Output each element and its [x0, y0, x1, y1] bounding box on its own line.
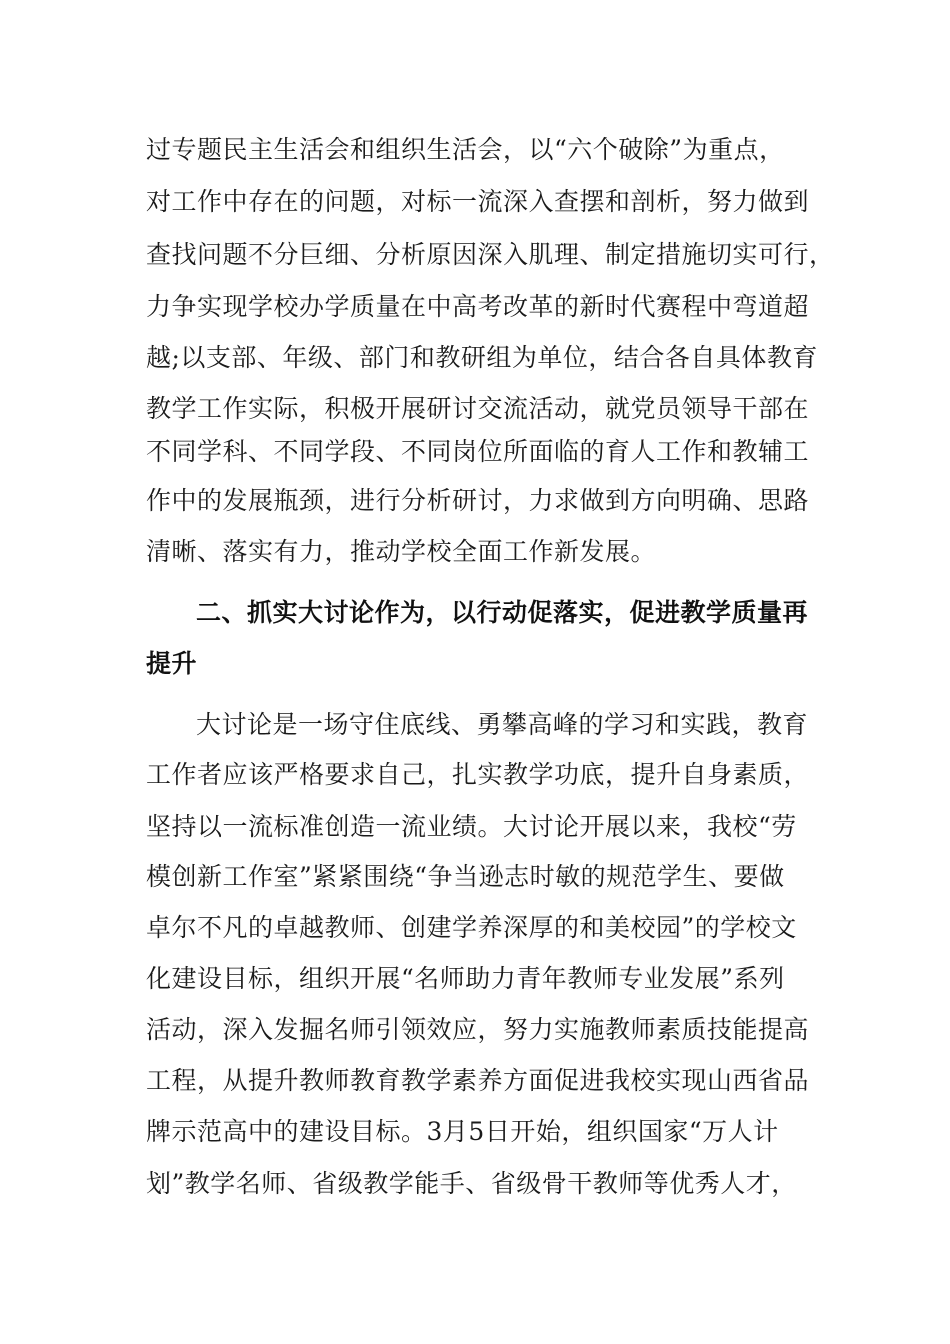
para2-line: 坚持以一流标准创造一流业绩。大讨论开展以来，我校“劳 [146, 812, 797, 841]
para2-line: 大讨论是一场守住底线、勇攀高峰的学习和实践，教育 [196, 710, 809, 739]
para1-line: 查找问题不分巨细、分析原因深入肌理、制定措施切实可行， [146, 240, 835, 269]
para1-line: 清晰、落实有力，推动学校全面工作新发展。 [146, 537, 657, 566]
para1-line: 越;以支部、年级、部门和教研组为单位，结合各自具体教育 [146, 343, 818, 372]
para2-line: 工作者应该严格要求自己，扎实教学功底，提升自身素质， [146, 760, 810, 789]
section-heading: 二、抓实大讨论作为，以行动促落实，促进教学质量再 [196, 598, 809, 627]
para2-line: 工程，从提升教师教育教学素养方面促进我校实现山西省品 [146, 1066, 810, 1095]
para2-line: 划”教学名师、省级教学能手、省级骨干教师等优秀人才， [146, 1169, 797, 1198]
para2-line: 模创新工作室”紧紧围绕“争当逊志时敏的规范学生、要做 [146, 862, 785, 891]
para2-line: 卓尔不凡的卓越教师、创建学养深厚的和美校园”的学校文 [146, 913, 797, 942]
para1-line: 作中的发展瓶颈，进行分析研讨，力求做到方向明确、思路 [146, 486, 810, 515]
para2-line: 活动，深入发掘名师引领效应，努力实施教师素质技能提高 [146, 1015, 810, 1044]
section-heading-continued: 提升 [146, 649, 198, 678]
para1-line: 对工作中存在的问题，对标一流深入查摆和剖析，努力做到 [146, 187, 810, 216]
para2-line: 化建设目标，组织开展“名师助力青年教师专业发展”系列 [146, 964, 785, 993]
para1-line: 力争实现学校办学质量在中高考改革的新时代赛程中弯道超 [146, 292, 810, 321]
para2-line: 牌示范高中的建设目标。3月5日开始，组织国家“万人计 [146, 1117, 779, 1146]
para1-line: 教学工作实际，积极开展研讨交流活动，就党员领导干部在 [146, 394, 810, 423]
para1-line: 不同学科、不同学段、不同岗位所面临的育人工作和教辅工 [146, 437, 810, 466]
para1-line: 过专题民主生活会和组织生活会，以“六个破除”为重点， [146, 135, 785, 164]
